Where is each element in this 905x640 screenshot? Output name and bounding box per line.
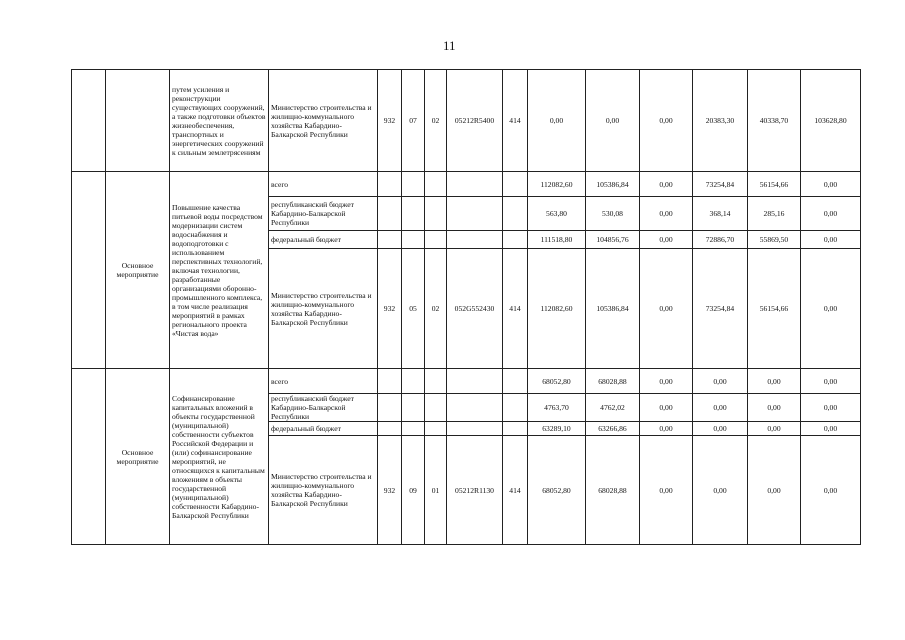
amount-cell: 4762,02 — [586, 394, 640, 422]
executor-cell: Министерство строительства и жилищно-коммунального хозяйства Кабардино-Балкарской Республики — [269, 70, 378, 172]
target-article-code-cell — [447, 422, 503, 436]
expense-type-code-cell: 414 — [503, 249, 528, 369]
expense-type-code-cell — [503, 172, 528, 197]
table-row — [72, 369, 861, 394]
number-cell — [72, 172, 106, 369]
amount-cell: 0,00 — [801, 436, 861, 545]
amount-cell: 0,00 — [801, 422, 861, 436]
subsection-code-cell — [425, 197, 447, 231]
amount-cell: 105386,84 — [586, 249, 640, 369]
amount-cell: 368,14 — [693, 197, 748, 231]
amount-cell: 563,80 — [528, 197, 586, 231]
amount-cell: 20383,30 — [693, 70, 748, 172]
target-article-code-cell: 052G552430 — [447, 249, 503, 369]
amount-cell: 56154,66 — [748, 249, 801, 369]
section-code-cell: 07 — [402, 70, 425, 172]
target-article-code-cell — [447, 197, 503, 231]
subsection-code-cell: 02 — [425, 70, 447, 172]
amount-cell: 111518,80 — [528, 231, 586, 249]
amount-cell: 105386,84 — [586, 172, 640, 197]
section-code-cell — [402, 172, 425, 197]
event-type-cell: Основное мероприятие — [106, 172, 170, 369]
event-type-cell — [106, 70, 170, 172]
grbs-code-cell — [378, 394, 402, 422]
subsection-code-cell — [425, 422, 447, 436]
amount-cell: 0,00 — [693, 436, 748, 545]
amount-cell: 0,00 — [640, 70, 693, 172]
executor-cell: республиканский бюджет Кабардино-Балкарской Республики — [269, 394, 378, 422]
section-code-cell — [402, 422, 425, 436]
amount-cell: 0,00 — [748, 394, 801, 422]
amount-cell: 73254,84 — [693, 172, 748, 197]
amount-cell: 0,00 — [801, 249, 861, 369]
section-code-cell — [402, 231, 425, 249]
executor-cell: Министерство строительства и жилищно-коммунального хозяйства Кабардино-Балкарской Республики — [269, 249, 378, 369]
amount-cell: 0,00 — [801, 231, 861, 249]
amount-cell: 0,00 — [801, 172, 861, 197]
amount-cell: 0,00 — [693, 369, 748, 394]
amount-cell: 112082,60 — [528, 249, 586, 369]
number-cell — [72, 70, 106, 172]
executor-cell: федеральный бюджет — [269, 231, 378, 249]
amount-cell: 0,00 — [801, 197, 861, 231]
expense-type-code-cell — [503, 231, 528, 249]
expense-type-code-cell — [503, 422, 528, 436]
executor-cell: федеральный бюджет — [269, 422, 378, 436]
section-code-cell — [402, 369, 425, 394]
target-article-code-cell — [447, 369, 503, 394]
grbs-code-cell — [378, 422, 402, 436]
event-description-cell: Повышение качества питьевой воды посредством модернизации систем водоснабжения и водоподготовки с использованием перспективных технологий, включая технологии, разработанные организациями оборонно-промышленного комплекса, в том числе реализация мероприятий в рамках регионального проекта «Чистая вода» — [170, 172, 269, 369]
amount-cell: 0,00 — [748, 436, 801, 545]
amount-cell: 103628,80 — [801, 70, 861, 172]
section-code-cell: 05 — [402, 249, 425, 369]
amount-cell: 0,00 — [640, 249, 693, 369]
amount-cell: 0,00 — [640, 172, 693, 197]
amount-cell: 0,00 — [748, 369, 801, 394]
amount-cell: 0,00 — [640, 231, 693, 249]
event-description-cell: путем усиления и реконструкции существующих сооружений, а также подготовки объектов жизнеобеспечения, транспортных и энергетических сооружений к сильным землетрясениям — [170, 70, 269, 172]
grbs-code-cell: 932 — [378, 249, 402, 369]
grbs-code-cell — [378, 172, 402, 197]
amount-cell: 63289,10 — [528, 422, 586, 436]
amount-cell: 0,00 — [801, 369, 861, 394]
target-article-code-cell — [447, 394, 503, 422]
executor-cell: Министерство строительства и жилищно-коммунального хозяйства Кабардино-Балкарской Республики — [269, 436, 378, 545]
budget-table-body — [72, 70, 861, 545]
target-article-code-cell — [447, 172, 503, 197]
amount-cell: 530,08 — [586, 197, 640, 231]
expense-type-code-cell: 414 — [503, 70, 528, 172]
amount-cell: 68052,80 — [528, 436, 586, 545]
amount-cell: 0,00 — [640, 422, 693, 436]
grbs-code-cell — [378, 369, 402, 394]
amount-cell: 68028,88 — [586, 436, 640, 545]
amount-cell: 112082,60 — [528, 172, 586, 197]
section-code-cell — [402, 394, 425, 422]
expense-type-code-cell — [503, 394, 528, 422]
expense-type-code-cell — [503, 369, 528, 394]
amount-cell: 73254,84 — [693, 249, 748, 369]
amount-cell: 55869,50 — [748, 231, 801, 249]
expense-type-code-cell: 414 — [503, 436, 528, 545]
subsection-code-cell — [425, 394, 447, 422]
amount-cell: 0,00 — [693, 394, 748, 422]
table-row — [72, 172, 861, 197]
subsection-code-cell — [425, 231, 447, 249]
amount-cell: 63266,86 — [586, 422, 640, 436]
budget-table — [71, 69, 861, 545]
subsection-code-cell — [425, 369, 447, 394]
amount-cell: 0,00 — [640, 197, 693, 231]
event-description-cell: Софинансирование капитальных вложений в объекты государственной (муниципальной) собственности субъектов Российской Федерации и (или) софинансирование мероприятий, не относящихся к капитальным вложениям в объекты государственной (муниципальной) собственности Кабардино-Балкарской Республики — [170, 369, 269, 545]
subsection-code-cell: 01 — [425, 436, 447, 545]
target-article-code-cell: 05212R5400 — [447, 70, 503, 172]
grbs-code-cell: 932 — [378, 70, 402, 172]
event-type-cell: Основное мероприятие — [106, 369, 170, 545]
amount-cell: 0,00 — [801, 394, 861, 422]
page-number: 11 — [443, 38, 456, 53]
amount-cell: 0,00 — [586, 70, 640, 172]
table-row — [72, 70, 861, 172]
grbs-code-cell — [378, 231, 402, 249]
amount-cell: 0,00 — [693, 422, 748, 436]
subsection-code-cell: 02 — [425, 249, 447, 369]
amount-cell: 68052,80 — [528, 369, 586, 394]
amount-cell: 4763,70 — [528, 394, 586, 422]
target-article-code-cell — [447, 231, 503, 249]
expense-type-code-cell — [503, 197, 528, 231]
amount-cell: 285,16 — [748, 197, 801, 231]
grbs-code-cell: 932 — [378, 436, 402, 545]
target-article-code-cell: 05212R1130 — [447, 436, 503, 545]
section-code-cell — [402, 197, 425, 231]
amount-cell: 104856,76 — [586, 231, 640, 249]
amount-cell: 0,00 — [640, 369, 693, 394]
amount-cell: 0,00 — [748, 422, 801, 436]
grbs-code-cell — [378, 197, 402, 231]
amount-cell: 56154,66 — [748, 172, 801, 197]
amount-cell: 0,00 — [528, 70, 586, 172]
executor-cell: всего — [269, 172, 378, 197]
section-code-cell: 09 — [402, 436, 425, 545]
amount-cell: 0,00 — [640, 436, 693, 545]
number-cell — [72, 369, 106, 545]
amount-cell: 40338,70 — [748, 70, 801, 172]
executor-cell: всего — [269, 369, 378, 394]
amount-cell: 0,00 — [640, 394, 693, 422]
executor-cell: республиканский бюджет Кабардино-Балкарской Республики — [269, 197, 378, 231]
amount-cell: 68028,88 — [586, 369, 640, 394]
subsection-code-cell — [425, 172, 447, 197]
amount-cell: 72886,70 — [693, 231, 748, 249]
